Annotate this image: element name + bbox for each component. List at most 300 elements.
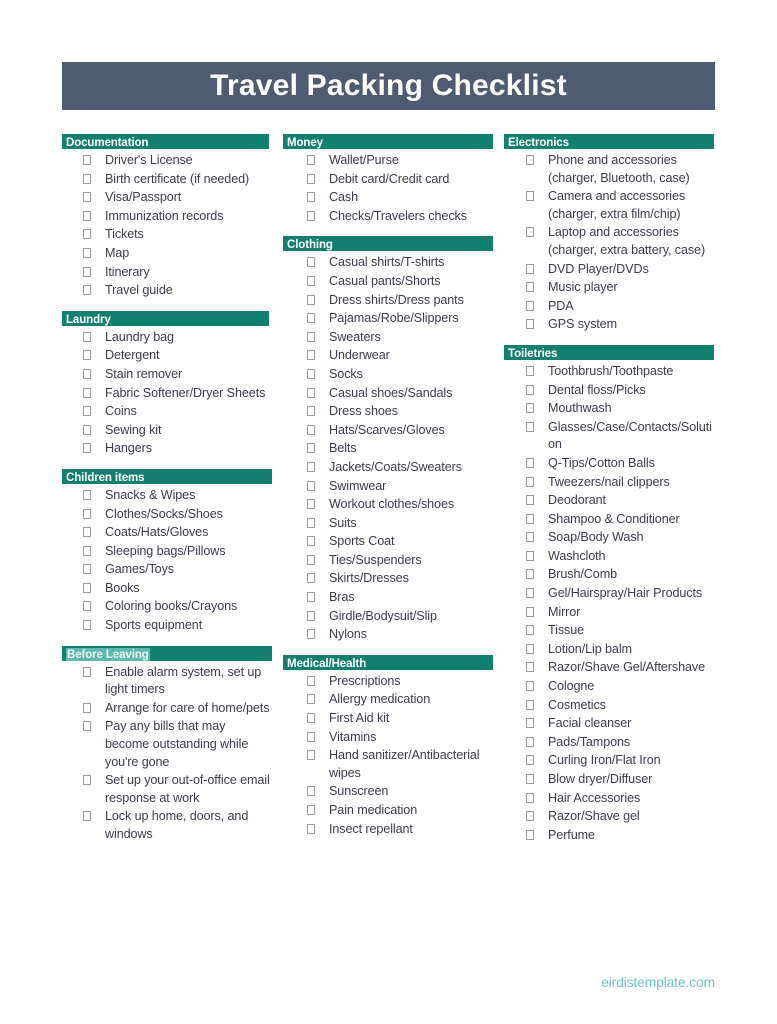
checklist-item[interactable] bbox=[283, 254, 493, 272]
checklist-item[interactable] bbox=[504, 474, 714, 492]
section-medical-health bbox=[283, 655, 493, 838]
checkbox-icon[interactable] bbox=[83, 527, 91, 537]
checklist-item[interactable] bbox=[62, 487, 272, 505]
checklist-item[interactable] bbox=[62, 245, 272, 263]
checklist-item[interactable] bbox=[504, 734, 714, 752]
checklist-item[interactable] bbox=[283, 570, 493, 588]
checkbox-icon[interactable] bbox=[307, 481, 315, 491]
checkbox-icon[interactable] bbox=[526, 700, 534, 710]
checklist-item[interactable] bbox=[504, 382, 714, 400]
checklist-item-label: Suits bbox=[329, 515, 357, 530]
checklist-item-label: Phone and accessories (charger, Bluetooth, case) bbox=[548, 153, 690, 185]
checklist-item[interactable] bbox=[62, 524, 272, 542]
checklist-item-label: Clothes/Socks/Shoes bbox=[105, 506, 223, 521]
checklist-item[interactable] bbox=[62, 617, 272, 635]
checkbox-icon[interactable] bbox=[83, 155, 91, 165]
document-title-bar bbox=[62, 62, 715, 110]
checkbox-icon[interactable] bbox=[83, 285, 91, 295]
section-header-money bbox=[283, 134, 493, 149]
checklist-item[interactable] bbox=[62, 347, 272, 365]
checklist-item[interactable] bbox=[62, 580, 272, 598]
checklist-item-label: Hand sanitizer/Antibacterial wipes bbox=[329, 748, 480, 780]
checkbox-icon[interactable] bbox=[526, 607, 534, 617]
checklist-item-label: Enable alarm system, set up light timers bbox=[105, 664, 262, 697]
checkbox-icon[interactable] bbox=[83, 620, 91, 630]
checklist-item-label: Sleeping bags/Pillows bbox=[105, 543, 226, 558]
checklist-item-label: Map bbox=[105, 245, 130, 260]
checklist-item[interactable] bbox=[283, 747, 493, 782]
checklist-item[interactable] bbox=[504, 152, 714, 187]
section-title-money: Money bbox=[287, 137, 323, 149]
checkbox-icon[interactable] bbox=[83, 369, 91, 379]
section-header-children-items bbox=[62, 469, 272, 484]
checkbox-icon[interactable] bbox=[307, 824, 315, 834]
checklist-item[interactable] bbox=[283, 589, 493, 607]
checkbox-icon[interactable] bbox=[83, 174, 91, 184]
checkbox-icon[interactable] bbox=[83, 229, 91, 239]
checkbox-icon[interactable] bbox=[83, 775, 91, 785]
checklist-item[interactable] bbox=[504, 316, 714, 334]
checklist-item-label: Driver's License bbox=[105, 153, 193, 167]
checklist-item[interactable] bbox=[62, 403, 272, 421]
checklist-item[interactable] bbox=[504, 492, 714, 510]
checkbox-icon[interactable] bbox=[83, 267, 91, 277]
checklist-item[interactable] bbox=[283, 821, 493, 839]
checklist-item[interactable] bbox=[283, 329, 493, 347]
checkbox-icon[interactable] bbox=[526, 830, 534, 840]
checklist-item[interactable] bbox=[504, 224, 714, 259]
checklist-item[interactable] bbox=[504, 771, 714, 789]
checkbox-icon[interactable] bbox=[526, 755, 534, 765]
checklist-item[interactable] bbox=[62, 226, 272, 244]
checkbox-icon[interactable] bbox=[307, 369, 315, 379]
item-list-before-leaving bbox=[62, 661, 272, 844]
checkbox-icon[interactable] bbox=[83, 583, 91, 593]
checkbox-icon[interactable] bbox=[307, 406, 315, 416]
checklist-item[interactable] bbox=[283, 459, 493, 477]
section-title-before-leaving: Before Leaving bbox=[67, 648, 149, 661]
checkbox-icon[interactable] bbox=[83, 211, 91, 221]
checkbox-icon[interactable] bbox=[83, 490, 91, 500]
checklist-item-label: Belts bbox=[329, 441, 357, 456]
checkbox-icon[interactable] bbox=[526, 403, 534, 413]
checklist-item-label: Stain remover bbox=[105, 366, 183, 381]
checklist-item[interactable] bbox=[504, 790, 714, 808]
checkbox-icon[interactable] bbox=[307, 332, 315, 342]
checklist-item[interactable] bbox=[504, 511, 714, 529]
section-laundry bbox=[62, 311, 272, 458]
checklist-item-label: Brush/Comb bbox=[548, 567, 617, 582]
checklist-item[interactable] bbox=[283, 422, 493, 440]
section-title-laundry: Laundry bbox=[66, 313, 111, 326]
section-documentation bbox=[62, 134, 272, 300]
checkbox-icon[interactable] bbox=[307, 694, 315, 704]
checklist-item-label: Hair Accessories bbox=[548, 790, 641, 805]
checkbox-icon[interactable] bbox=[83, 564, 91, 574]
checklist-item[interactable] bbox=[504, 566, 714, 584]
checklist-item-label: Deodorant bbox=[548, 493, 606, 508]
checkbox-icon[interactable] bbox=[307, 713, 315, 723]
checklist-item[interactable] bbox=[283, 673, 493, 691]
checkbox-icon[interactable] bbox=[526, 793, 534, 803]
checklist-item[interactable] bbox=[504, 752, 714, 770]
checklist-item-label: Hangers bbox=[105, 441, 152, 456]
item-list-electronics bbox=[504, 149, 714, 334]
section-electronics bbox=[504, 134, 714, 334]
checklist-item-label: Dental floss/Picks bbox=[548, 382, 646, 397]
item-list-toiletries bbox=[504, 360, 714, 844]
checklist-item[interactable] bbox=[504, 400, 714, 418]
checkbox-icon[interactable] bbox=[526, 477, 534, 487]
checklist-item-label: Dress shirts/Dress pants bbox=[329, 292, 464, 307]
checklist-item[interactable] bbox=[62, 385, 272, 403]
checklist-item-label: Fabric Softener/Dryer Sheets bbox=[105, 385, 266, 400]
checklist-item[interactable] bbox=[283, 478, 493, 496]
checklist-item[interactable] bbox=[504, 363, 714, 381]
checkbox-icon[interactable] bbox=[307, 350, 315, 360]
checklist-item-label: Sunscreen bbox=[329, 784, 389, 799]
checklist-item[interactable] bbox=[283, 310, 493, 328]
checklist-item-label: Razor/Shave gel bbox=[548, 809, 640, 824]
checkbox-icon[interactable] bbox=[307, 192, 315, 202]
checkbox-icon[interactable] bbox=[526, 662, 534, 672]
checkbox-icon[interactable] bbox=[83, 406, 91, 416]
checklist-item-label: Nylons bbox=[329, 627, 367, 642]
checklist-item-label: Coats/Hats/Gloves bbox=[105, 525, 209, 540]
checkbox-icon[interactable] bbox=[307, 257, 315, 267]
checklist-item-label: Arrange for care of home/pets bbox=[105, 700, 270, 715]
checklist-item-label: Dress shoes bbox=[329, 404, 398, 419]
checklist-columns bbox=[62, 134, 715, 855]
checklist-item-label: Girdle/Bodysuit/Slip bbox=[329, 608, 437, 623]
checkbox-icon[interactable] bbox=[83, 443, 91, 453]
checkbox-icon[interactable] bbox=[526, 644, 534, 654]
checklist-item[interactable] bbox=[283, 802, 493, 820]
checklist-item-label: Socks bbox=[329, 366, 363, 381]
checkbox-icon[interactable] bbox=[526, 227, 534, 237]
checklist-item-label: Razor/Shave Gel/Aftershave bbox=[548, 660, 705, 675]
checkbox-icon[interactable] bbox=[307, 425, 315, 435]
checklist-item[interactable] bbox=[504, 455, 714, 473]
checklist-item-label: Snacks & Wipes bbox=[105, 487, 196, 502]
checkbox-icon[interactable] bbox=[83, 192, 91, 202]
checklist-item[interactable] bbox=[62, 772, 272, 807]
checklist-item[interactable] bbox=[62, 808, 272, 843]
checklist-item[interactable] bbox=[62, 264, 272, 282]
checkbox-icon[interactable] bbox=[83, 425, 91, 435]
checkbox-icon[interactable] bbox=[307, 388, 315, 398]
checklist-item-label: Mirror bbox=[548, 604, 581, 619]
checklist-item[interactable] bbox=[504, 622, 714, 640]
section-header-before-leaving bbox=[62, 646, 272, 661]
section-money bbox=[283, 134, 493, 225]
checklist-item[interactable] bbox=[283, 496, 493, 514]
section-header-toiletries bbox=[504, 345, 714, 360]
checkbox-icon[interactable] bbox=[83, 546, 91, 556]
checklist-item-label: Allergy medication bbox=[329, 692, 431, 707]
checklist-item-label: Music player bbox=[548, 280, 618, 295]
item-list-children-items bbox=[62, 484, 272, 635]
checklist-item-label: DVD Player/DVDs bbox=[548, 261, 649, 276]
checklist-item-label: Pain medication bbox=[329, 803, 418, 817]
checkbox-icon[interactable] bbox=[307, 155, 315, 165]
item-list-laundry bbox=[62, 326, 272, 458]
checklist-item-label: Casual pants/Shorts bbox=[329, 273, 441, 288]
checklist-item[interactable] bbox=[283, 691, 493, 709]
checklist-item-label: Tissue bbox=[548, 623, 585, 638]
checklist-item-label: Pajamas/Robe/Slippers bbox=[329, 311, 459, 326]
checklist-item-label: Set up your out-of-office email response at work bbox=[105, 773, 270, 805]
checklist-item-label: Underwear bbox=[329, 348, 390, 363]
checkbox-icon[interactable] bbox=[526, 569, 534, 579]
checklist-item-label: Cologne bbox=[548, 679, 595, 694]
checkbox-icon[interactable] bbox=[307, 536, 315, 546]
checklist-item[interactable] bbox=[62, 366, 272, 384]
checklist-item[interactable] bbox=[504, 808, 714, 826]
checkbox-icon[interactable] bbox=[307, 611, 315, 621]
checklist-item-label: Curling Iron/Flat Iron bbox=[548, 753, 661, 768]
checkbox-icon[interactable] bbox=[526, 774, 534, 784]
checklist-item[interactable] bbox=[62, 422, 272, 440]
checkbox-icon[interactable] bbox=[526, 495, 534, 505]
checklist-item-label: Soap/Body Wash bbox=[548, 530, 644, 545]
checklist-item-label: Prescriptions bbox=[329, 673, 401, 688]
checklist-item[interactable] bbox=[283, 403, 493, 421]
checkbox-icon[interactable] bbox=[307, 295, 315, 305]
checkbox-icon[interactable] bbox=[307, 443, 315, 453]
section-clothing bbox=[283, 236, 493, 643]
checklist-item[interactable] bbox=[504, 678, 714, 696]
checklist-item-label: Ties/Suspenders bbox=[329, 552, 422, 567]
checklist-item-label: Birth certificate (if needed) bbox=[105, 171, 250, 186]
checklist-item[interactable] bbox=[283, 783, 493, 801]
checklist-item[interactable] bbox=[62, 208, 272, 226]
section-header-electronics bbox=[504, 134, 714, 149]
section-header-medical-health bbox=[283, 655, 493, 670]
checkbox-icon[interactable] bbox=[526, 737, 534, 747]
checklist-item-label: Casual shirts/T-shirts bbox=[329, 255, 445, 270]
checklist-item-label: Bras bbox=[329, 590, 355, 605]
section-header-laundry bbox=[62, 311, 269, 326]
watermark-text: eirdistemplate.com bbox=[601, 974, 715, 990]
checklist-item-label: Workout clothes/shoes bbox=[329, 497, 455, 512]
checklist-item-label: Cosmetics bbox=[548, 697, 606, 712]
checklist-item[interactable] bbox=[62, 440, 272, 458]
checklist-item-label: Skirts/Dresses bbox=[329, 571, 409, 586]
checklist-item[interactable] bbox=[283, 152, 493, 170]
checklist-item-label: Perfume bbox=[548, 827, 595, 842]
checklist-item[interactable] bbox=[62, 171, 272, 189]
checkbox-icon[interactable] bbox=[83, 350, 91, 360]
checklist-item-label: Sports Coat bbox=[329, 534, 395, 549]
checklist-item[interactable] bbox=[62, 543, 272, 561]
checkbox-icon[interactable] bbox=[526, 532, 534, 542]
checklist-item-label: Vitamins bbox=[329, 729, 377, 744]
checkbox-icon[interactable] bbox=[526, 155, 534, 165]
section-title-documentation: Documentation bbox=[66, 137, 149, 149]
section-title-children-items: Children items bbox=[66, 471, 145, 484]
checkbox-icon[interactable] bbox=[307, 629, 315, 639]
checklist-item[interactable] bbox=[504, 604, 714, 622]
checklist-item[interactable] bbox=[283, 626, 493, 644]
checklist-item[interactable] bbox=[62, 598, 272, 616]
checkbox-icon[interactable] bbox=[307, 276, 315, 286]
checklist-item-label: Visa/Passport bbox=[105, 190, 182, 205]
checklist-item[interactable] bbox=[62, 189, 272, 207]
checkbox-icon[interactable] bbox=[526, 422, 534, 432]
checklist-item-label: Tweezers/nail clippers bbox=[548, 474, 670, 489]
checkbox-icon[interactable] bbox=[83, 721, 91, 731]
checkbox-icon[interactable] bbox=[83, 811, 91, 821]
checkbox-icon[interactable] bbox=[307, 211, 315, 221]
checkbox-icon[interactable] bbox=[526, 551, 534, 561]
checklist-item-label: Sweaters bbox=[329, 329, 381, 344]
checklist-item[interactable] bbox=[283, 533, 493, 551]
checklist-item-label: Pay any bills that may become outstanding while you're gone bbox=[105, 719, 249, 769]
checklist-item[interactable] bbox=[283, 366, 493, 384]
checklist-item-label: Sports equipment bbox=[105, 618, 203, 633]
checkbox-icon[interactable] bbox=[83, 248, 91, 258]
checklist-item[interactable] bbox=[283, 729, 493, 747]
checkbox-icon[interactable] bbox=[526, 282, 534, 292]
checkbox-icon[interactable] bbox=[83, 332, 91, 342]
checkbox-icon[interactable] bbox=[307, 750, 315, 760]
checklist-item[interactable] bbox=[283, 208, 493, 226]
checklist-item-label: Lotion/Lip balm bbox=[548, 641, 632, 656]
checklist-item[interactable] bbox=[504, 419, 714, 454]
checkbox-icon[interactable] bbox=[526, 625, 534, 635]
checkbox-icon[interactable] bbox=[307, 518, 315, 528]
checkbox-icon[interactable] bbox=[307, 786, 315, 796]
checklist-item-label: Travel guide bbox=[105, 283, 173, 298]
checklist-item[interactable] bbox=[504, 827, 714, 845]
checklist-item[interactable] bbox=[283, 710, 493, 728]
section-title-electronics: Electronics bbox=[508, 137, 569, 149]
checklist-item-label: Camera and accessories (charger, extra film/chip) bbox=[548, 189, 686, 221]
checklist-item-label: Laundry bag bbox=[105, 329, 174, 344]
checkbox-icon[interactable] bbox=[307, 732, 315, 742]
item-list-clothing bbox=[283, 251, 493, 643]
checklist-item-label: Wallet/Purse bbox=[329, 153, 399, 167]
checklist-item[interactable] bbox=[504, 659, 714, 677]
checklist-item-label: Blow dryer/Diffuser bbox=[548, 772, 653, 786]
checklist-item[interactable] bbox=[283, 608, 493, 626]
checkbox-icon[interactable] bbox=[307, 676, 315, 686]
checklist-item[interactable] bbox=[504, 188, 714, 223]
checklist-item-label: Debit card/Credit card bbox=[329, 171, 450, 186]
checkbox-icon[interactable] bbox=[307, 573, 315, 583]
section-title-toiletries: Toiletries bbox=[508, 347, 558, 360]
checkbox-icon[interactable] bbox=[526, 264, 534, 274]
checklist-item[interactable] bbox=[62, 329, 272, 347]
checkbox-icon[interactable] bbox=[307, 555, 315, 565]
checklist-item-label: Laptop and accessories (charger, extra battery, case) bbox=[548, 225, 706, 257]
checklist-item[interactable] bbox=[283, 440, 493, 458]
checklist-item-label: Sewing kit bbox=[105, 422, 162, 437]
checklist-item-label: Games/Toys bbox=[105, 562, 174, 577]
checkbox-icon[interactable] bbox=[83, 509, 91, 519]
checklist-item-label: Washcloth bbox=[548, 548, 606, 563]
checkbox-icon[interactable] bbox=[307, 462, 315, 472]
checklist-item[interactable] bbox=[504, 279, 714, 297]
checkbox-icon[interactable] bbox=[526, 301, 534, 311]
checklist-item-label: Lock up home, doors, and windows bbox=[105, 809, 249, 841]
checkbox-icon[interactable] bbox=[526, 588, 534, 598]
checkbox-icon[interactable] bbox=[526, 718, 534, 728]
checklist-item[interactable] bbox=[283, 292, 493, 310]
checkbox-icon[interactable] bbox=[526, 458, 534, 468]
checklist-item[interactable] bbox=[504, 585, 714, 603]
checklist-item[interactable] bbox=[283, 385, 493, 403]
checkbox-icon[interactable] bbox=[526, 681, 534, 691]
checklist-item[interactable] bbox=[504, 715, 714, 733]
section-title-clothing: Clothing bbox=[287, 239, 333, 252]
checklist-item[interactable] bbox=[62, 152, 272, 170]
checkbox-icon[interactable] bbox=[526, 811, 534, 821]
checklist-item-label: Insect repellant bbox=[329, 821, 413, 836]
footer bbox=[601, 974, 715, 992]
checklist-item-label: Glasses/Case/Contacts/Solution bbox=[548, 419, 712, 452]
section-before-leaving bbox=[62, 646, 272, 844]
column-right bbox=[504, 134, 714, 855]
checklist-item[interactable] bbox=[504, 261, 714, 279]
checklist-item[interactable] bbox=[62, 700, 272, 718]
checklist-item[interactable] bbox=[62, 561, 272, 579]
checklist-item-label: Mouthwash bbox=[548, 401, 612, 416]
checklist-item[interactable] bbox=[283, 171, 493, 189]
section-title-medical-health: Medical/Health bbox=[287, 657, 367, 670]
checkbox-icon[interactable] bbox=[307, 592, 315, 602]
checkbox-icon[interactable] bbox=[83, 667, 91, 677]
checklist-item-label: Tickets bbox=[105, 227, 144, 242]
checklist-item-label: Jackets/Coats/Sweaters bbox=[329, 459, 462, 474]
checklist-item[interactable] bbox=[283, 515, 493, 533]
checklist-item[interactable] bbox=[283, 347, 493, 365]
checklist-item-label: Immunization records bbox=[105, 208, 224, 223]
checkbox-icon[interactable] bbox=[307, 805, 315, 815]
checklist-item[interactable] bbox=[504, 529, 714, 547]
checkbox-icon[interactable] bbox=[83, 601, 91, 611]
checklist-item[interactable] bbox=[283, 273, 493, 291]
checklist-item-label: Coloring books/Crayons bbox=[105, 599, 238, 614]
checkbox-icon[interactable] bbox=[526, 319, 534, 329]
checklist-item-label: Toothbrush/Toothpaste bbox=[548, 363, 674, 378]
checklist-item-label: Pads/Tampons bbox=[548, 734, 631, 749]
checkbox-icon[interactable] bbox=[526, 385, 534, 395]
checklist-item[interactable] bbox=[504, 548, 714, 566]
checklist-item[interactable] bbox=[62, 282, 272, 300]
checklist-item[interactable] bbox=[62, 718, 272, 771]
checklist-item-label: Books bbox=[105, 580, 140, 595]
checkbox-icon[interactable] bbox=[526, 191, 534, 201]
checklist-item[interactable] bbox=[283, 552, 493, 570]
checkbox-icon[interactable] bbox=[526, 366, 534, 376]
checkbox-icon[interactable] bbox=[307, 313, 315, 323]
checkbox-icon[interactable] bbox=[307, 174, 315, 184]
checkbox-icon[interactable] bbox=[83, 703, 91, 713]
checklist-item[interactable] bbox=[504, 697, 714, 715]
checklist-item[interactable] bbox=[283, 189, 493, 207]
checklist-item[interactable] bbox=[504, 641, 714, 659]
checklist-item[interactable] bbox=[62, 664, 272, 699]
checklist-item-label: Swimwear bbox=[329, 478, 387, 493]
checklist-item[interactable] bbox=[504, 298, 714, 316]
checkbox-icon[interactable] bbox=[307, 499, 315, 509]
checkbox-icon[interactable] bbox=[83, 388, 91, 398]
checklist-item-label: Casual shoes/Sandals bbox=[329, 385, 453, 400]
checkbox-icon[interactable] bbox=[526, 514, 534, 524]
checklist-item[interactable] bbox=[62, 506, 272, 524]
